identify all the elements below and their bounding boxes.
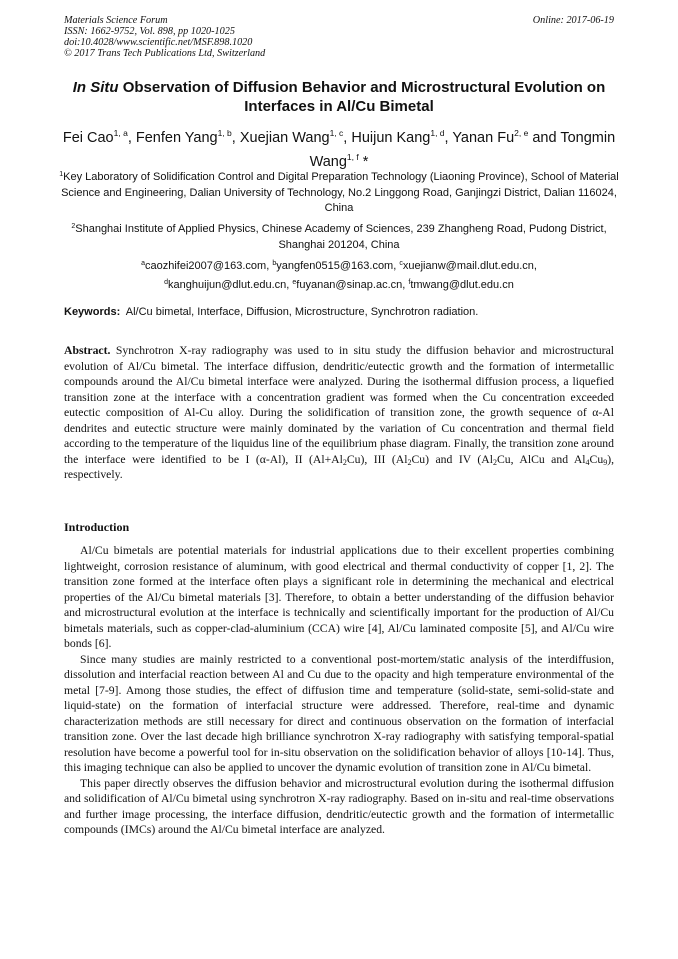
abstract <box>64 343 614 483</box>
email-sep: , <box>533 260 537 272</box>
affiliation-text: Shanghai Institute of Applied Physics, Chinese Academy of Sciences, 239 Zhangheng Road, Pudong District, Shanghai 201204, China <box>75 223 607 251</box>
affiliation-1 <box>50 167 628 217</box>
subscript: 4 <box>585 457 590 467</box>
abstract-text: Cu <box>589 452 604 466</box>
email-link[interactable]: yangfen0515@163.com <box>276 260 394 272</box>
email-sep: , <box>402 278 409 291</box>
affiliation-number: 1 <box>59 171 64 178</box>
email-link[interactable]: fuyanan@sinap.ac.cn <box>296 278 403 291</box>
affiliation-text: Key Laboratory of Solidification Control and Digital Preparation Technology (Liaoning Province), School of Material Science and Engineering, Dalian University of Technology, No.2 Linggong Road, Ganjingzi District, Dalian 116024, China <box>61 171 619 215</box>
author-affil: 1, c <box>329 128 344 138</box>
abstract-text: Cu, AlCu and Al <box>497 452 586 466</box>
paragraph: This paper directly observes the diffusion behavior and microstructural evolution during the isothermal diffusion and solidification of Al/Cu bimetal using synchrotron X-ray radiography. Based on in-situ and real-time observations and further image processing, the interface diffusion, dendritic/eutectic growth and the formation of intermetallic compounds (IMCs) around the Al/Cu bimetal interface are analyzed. <box>64 776 614 836</box>
subscript: 9 <box>603 457 608 467</box>
journal-header <box>64 15 614 59</box>
author-emails <box>50 256 628 293</box>
email-marker: f <box>408 278 411 286</box>
author-affil: 2, e <box>514 128 529 138</box>
title-rest: Observation of Diffusion Behavior and Microstructural Evolution on Interfaces in Al/Cu Bimetal <box>118 79 606 115</box>
email-link[interactable]: xuejianw@mail.dlut.edu.cn <box>402 260 534 272</box>
email-marker: a <box>141 260 145 267</box>
author-sep: , <box>444 130 453 146</box>
email-link[interactable]: tmwang@dlut.edu.cn <box>410 278 514 291</box>
paragraph: Since many studies are mainly restricted to a conventional post-mortem/static analysis of the interdiffusion, dissolution and interfacial reaction between Al and Cu due to the opacity and high temperature environmental of the metal [7-9]. Among those studies, the effect of diffusion time and temperature (solid-state, semi-solid-state and liquid-state) on the formation of interfacial structure were addressed. Therefore, real-time and dynamic characterization methods are still necessary for direct and continuous observation on the formation of interfacial transition zone. Over the last decade high brilliance synchrotron X-ray radiography with satisfying temporal-spatial resolution have become a powerful tool for in-situ observation on the solidification behavior of alloys [10-14]. Thus, this imaging technique can also be applied to uncover the dynamic evolution of transition zone in Al/Cu bimetal. <box>64 652 614 774</box>
author-sep: , <box>127 130 136 146</box>
author-affil: 1, b <box>217 128 232 138</box>
author-affil: 1, a <box>113 128 128 138</box>
email-sep: , <box>393 260 400 272</box>
keywords-text: Al/Cu bimetal, Interface, Diffusion, Microstructure, Synchrotron radiation. <box>125 306 479 318</box>
author-name: Fei Cao <box>62 130 114 146</box>
keywords-label: Keywords: <box>64 306 121 318</box>
author-name: Yanan Fu <box>452 130 515 146</box>
author-name: Xuejian Wang <box>239 130 330 146</box>
subscript: 2 <box>342 457 347 467</box>
email-link[interactable]: caozhifei2007@163.com <box>144 260 267 272</box>
author-sep: , <box>231 130 240 146</box>
abstract-label: Abstract. <box>64 344 111 357</box>
introduction-section <box>64 543 614 838</box>
paper-title <box>50 79 628 116</box>
email-marker: e <box>292 278 297 286</box>
online-date: Online: 2017-06-19 <box>532 15 614 26</box>
journal-issn: ISSN: 1662-9752, Vol. 898, pp 1020-1025 <box>64 26 235 37</box>
email-link[interactable]: kanghuijun@dlut.edu.cn <box>168 278 287 291</box>
journal-doi: doi:10.4028/www.scientific.net/MSF.898.1020 <box>64 37 253 48</box>
section-heading: Introduction <box>64 520 130 534</box>
author-sep: , <box>343 130 352 146</box>
journal-copyright: © 2017 Trans Tech Publications Ltd, Switzerland <box>64 48 266 59</box>
author-affil: 1, d <box>430 128 445 138</box>
keywords <box>64 305 614 319</box>
author-sep: and <box>528 130 561 146</box>
subscript: 2 <box>493 457 497 467</box>
abstract-text: Cu), III (Al <box>346 452 408 466</box>
abstract-text: ), respectively. <box>64 452 615 481</box>
author-name: Fenfen Yang <box>135 130 218 146</box>
author-sep: * <box>358 154 369 170</box>
email-marker: d <box>164 278 169 286</box>
journal-name: Materials Science Forum <box>64 15 168 26</box>
author-list <box>40 124 638 172</box>
title-italic: In Situ <box>72 79 119 96</box>
email-marker: c <box>399 260 403 267</box>
author-name: Huijun Kang <box>351 130 431 146</box>
author-affil: 1, f <box>346 152 359 162</box>
abstract-text: Cu) and IV (Al <box>411 452 493 466</box>
email-sep: , <box>286 278 293 291</box>
author-name: Tongmin Wang <box>309 130 616 170</box>
abstract-text: Synchrotron X-ray radiography was used to in situ study the diffusion behavior and microstructural evolution of Al/Cu bimetal. The interface diffusion, dendritic/eutectic growth and the formation of intermetallic compounds around the Al/Cu bimetal interface were analyzed. During the isothermal diffusion process, a liquefied transition zone at the interface with a concentration gradient was formed when the Cu concentration exceeded eutectic composition of Al-Cu alloy. During the solidification of transition zone, the growth sequence of α-Al dendrites and eutectic structure were mainly dominated by the variation of Cu concentration and thermal field according to the temperature of the liquidus line of the equilibrium phase diagram. Finally, the transition zone around the interface were identified to be I (α-Al), II (Al+Al <box>64 344 615 466</box>
email-sep: , <box>266 260 273 272</box>
email-marker: b <box>272 260 277 267</box>
affiliation-2 <box>50 219 628 253</box>
affiliation-number: 2 <box>71 223 76 230</box>
subscript: 2 <box>407 457 412 467</box>
paragraph: Al/Cu bimetals are potential materials for industrial applications due to their excellent properties combining lightweight, corrosion resistance of aluminum, with good electrical and thermal conductivity of copper [1, 2]. The transition zone formed at the interface often plays a significant role in determining the mechanical and electrical properties of the Al/Cu bimetal materials [3]. Therefore, to obtain a better understanding of the diffusion behavior and microstructural evolution at the interface is technically and scientifically important for the production of Al/Cu bimetals materials, such as copper-clad-aluminium (CCA) wire [4], Al/Cu laminated composite [5], and Al/Cu wire bonds [6]. <box>64 544 614 650</box>
